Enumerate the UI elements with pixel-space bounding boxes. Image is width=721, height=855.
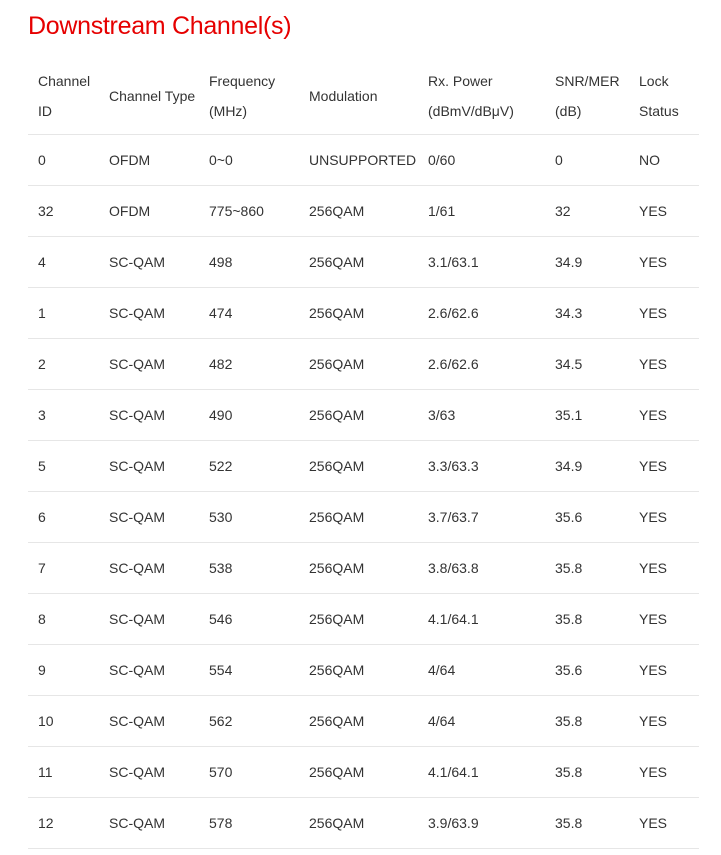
cell-rx-power: 4/64 — [418, 644, 545, 695]
cell-rx-power: 4/64 — [418, 695, 545, 746]
cell-channel-type: SC-QAM — [99, 695, 199, 746]
header-lock-status: Lock Status — [629, 59, 699, 134]
cell-channel-type: SC-QAM — [99, 797, 199, 848]
cell-rx-power: 1/61 — [418, 185, 545, 236]
header-channel-id: Channel ID — [28, 59, 99, 134]
cell-modulation: 256QAM — [299, 695, 418, 746]
header-modulation: Modulation — [299, 59, 418, 134]
header-channel-type: Channel Type — [99, 59, 199, 134]
cell-channel-type: OFDM — [99, 185, 199, 236]
cell-channel-type: SC-QAM — [99, 644, 199, 695]
table-row — [28, 338, 699, 389]
cell-modulation: 256QAM — [299, 236, 418, 287]
header-frequency: Frequency (MHz) — [199, 59, 299, 134]
cell-snr-mer: 35.8 — [545, 746, 629, 797]
cell-snr-mer: 35.6 — [545, 491, 629, 542]
cell-modulation: 256QAM — [299, 542, 418, 593]
cell-frequency: 775~860 — [199, 185, 299, 236]
table-row — [28, 185, 699, 236]
cell-frequency: 546 — [199, 593, 299, 644]
cell-frequency: 570 — [199, 746, 299, 797]
table-row — [28, 542, 699, 593]
cell-channel-id: 8 — [28, 593, 99, 644]
cell-rx-power: 0/60 — [418, 134, 545, 185]
cell-channel-type: OFDM — [99, 134, 199, 185]
cell-lock-status: YES — [629, 389, 699, 440]
cell-frequency: 0~0 — [199, 134, 299, 185]
cell-channel-id: 7 — [28, 542, 99, 593]
cell-channel-type: SC-QAM — [99, 746, 199, 797]
cell-rx-power: 4.1/64.1 — [418, 746, 545, 797]
table-header-row — [28, 59, 699, 134]
cell-frequency: 538 — [199, 542, 299, 593]
cell-channel-id: 3 — [28, 389, 99, 440]
table-row — [28, 440, 699, 491]
cell-modulation: 256QAM — [299, 491, 418, 542]
cell-modulation: 256QAM — [299, 746, 418, 797]
cell-channel-type: SC-QAM — [99, 593, 199, 644]
cell-rx-power: 3.8/63.8 — [418, 542, 545, 593]
cell-channel-type: SC-QAM — [99, 338, 199, 389]
cell-frequency: 530 — [199, 491, 299, 542]
cell-frequency: 490 — [199, 389, 299, 440]
cell-snr-mer: 35.6 — [545, 644, 629, 695]
page-title: Downstream Channel(s) — [28, 12, 292, 40]
cell-channel-type: SC-QAM — [99, 491, 199, 542]
cell-snr-mer: 35.1 — [545, 389, 629, 440]
cell-snr-mer: 35.8 — [545, 797, 629, 848]
cell-snr-mer: 34.9 — [545, 440, 629, 491]
cell-modulation: 256QAM — [299, 185, 418, 236]
cell-channel-id: 6 — [28, 491, 99, 542]
cell-rx-power: 4.1/64.1 — [418, 593, 545, 644]
table-body — [28, 134, 699, 848]
cell-channel-id: 0 — [28, 134, 99, 185]
cell-channel-type: SC-QAM — [99, 542, 199, 593]
cell-lock-status: YES — [629, 185, 699, 236]
cell-lock-status: YES — [629, 440, 699, 491]
cell-modulation: 256QAM — [299, 338, 418, 389]
cell-snr-mer: 34.5 — [545, 338, 629, 389]
cell-modulation: 256QAM — [299, 287, 418, 338]
cell-channel-id: 4 — [28, 236, 99, 287]
cell-channel-type: SC-QAM — [99, 440, 199, 491]
cell-lock-status: YES — [629, 287, 699, 338]
cell-lock-status: YES — [629, 644, 699, 695]
cell-lock-status: YES — [629, 338, 699, 389]
cell-frequency: 578 — [199, 797, 299, 848]
cell-rx-power: 3.1/63.1 — [418, 236, 545, 287]
cell-snr-mer: 32 — [545, 185, 629, 236]
table-row — [28, 644, 699, 695]
cell-snr-mer: 35.8 — [545, 695, 629, 746]
cell-frequency: 554 — [199, 644, 299, 695]
header-rx-power: Rx. Power (dBmV/dBμV) — [418, 59, 545, 134]
table-row — [28, 491, 699, 542]
cell-modulation: 256QAM — [299, 389, 418, 440]
cell-channel-id: 32 — [28, 185, 99, 236]
cell-snr-mer: 34.3 — [545, 287, 629, 338]
table-row — [28, 287, 699, 338]
cell-frequency: 482 — [199, 338, 299, 389]
cell-lock-status: YES — [629, 491, 699, 542]
cell-lock-status: YES — [629, 746, 699, 797]
cell-channel-id: 2 — [28, 338, 99, 389]
cell-rx-power: 2.6/62.6 — [418, 287, 545, 338]
cell-modulation: 256QAM — [299, 797, 418, 848]
cell-rx-power: 2.6/62.6 — [418, 338, 545, 389]
cell-frequency: 498 — [199, 236, 299, 287]
cell-snr-mer: 0 — [545, 134, 629, 185]
cell-channel-id: 5 — [28, 440, 99, 491]
cell-lock-status: YES — [629, 236, 699, 287]
cell-frequency: 474 — [199, 287, 299, 338]
cell-lock-status: YES — [629, 542, 699, 593]
cell-modulation: 256QAM — [299, 644, 418, 695]
cell-snr-mer: 35.8 — [545, 593, 629, 644]
cell-channel-id: 9 — [28, 644, 99, 695]
cell-lock-status: YES — [629, 695, 699, 746]
cell-channel-type: SC-QAM — [99, 389, 199, 440]
cell-rx-power: 3/63 — [418, 389, 545, 440]
cell-modulation: 256QAM — [299, 440, 418, 491]
cell-channel-id: 1 — [28, 287, 99, 338]
cell-snr-mer: 35.8 — [545, 542, 629, 593]
table-row — [28, 695, 699, 746]
cell-snr-mer: 34.9 — [545, 236, 629, 287]
table-row — [28, 797, 699, 848]
cell-channel-id: 11 — [28, 746, 99, 797]
cell-channel-id: 10 — [28, 695, 99, 746]
cell-modulation: UNSUPPORTED — [299, 134, 418, 185]
table-row — [28, 236, 699, 287]
cell-channel-type: SC-QAM — [99, 287, 199, 338]
cell-lock-status: YES — [629, 797, 699, 848]
downstream-channel-table — [28, 59, 699, 849]
cell-frequency: 522 — [199, 440, 299, 491]
header-snr-mer: SNR/MER (dB) — [545, 59, 629, 134]
table-row — [28, 746, 699, 797]
cell-rx-power: 3.7/63.7 — [418, 491, 545, 542]
cell-modulation: 256QAM — [299, 593, 418, 644]
table-row — [28, 389, 699, 440]
table-row — [28, 593, 699, 644]
table-row — [28, 134, 699, 185]
cell-channel-id: 12 — [28, 797, 99, 848]
cell-rx-power: 3.3/63.3 — [418, 440, 545, 491]
cell-channel-type: SC-QAM — [99, 236, 199, 287]
cell-lock-status: YES — [629, 593, 699, 644]
cell-lock-status: NO — [629, 134, 699, 185]
cell-frequency: 562 — [199, 695, 299, 746]
cell-rx-power: 3.9/63.9 — [418, 797, 545, 848]
